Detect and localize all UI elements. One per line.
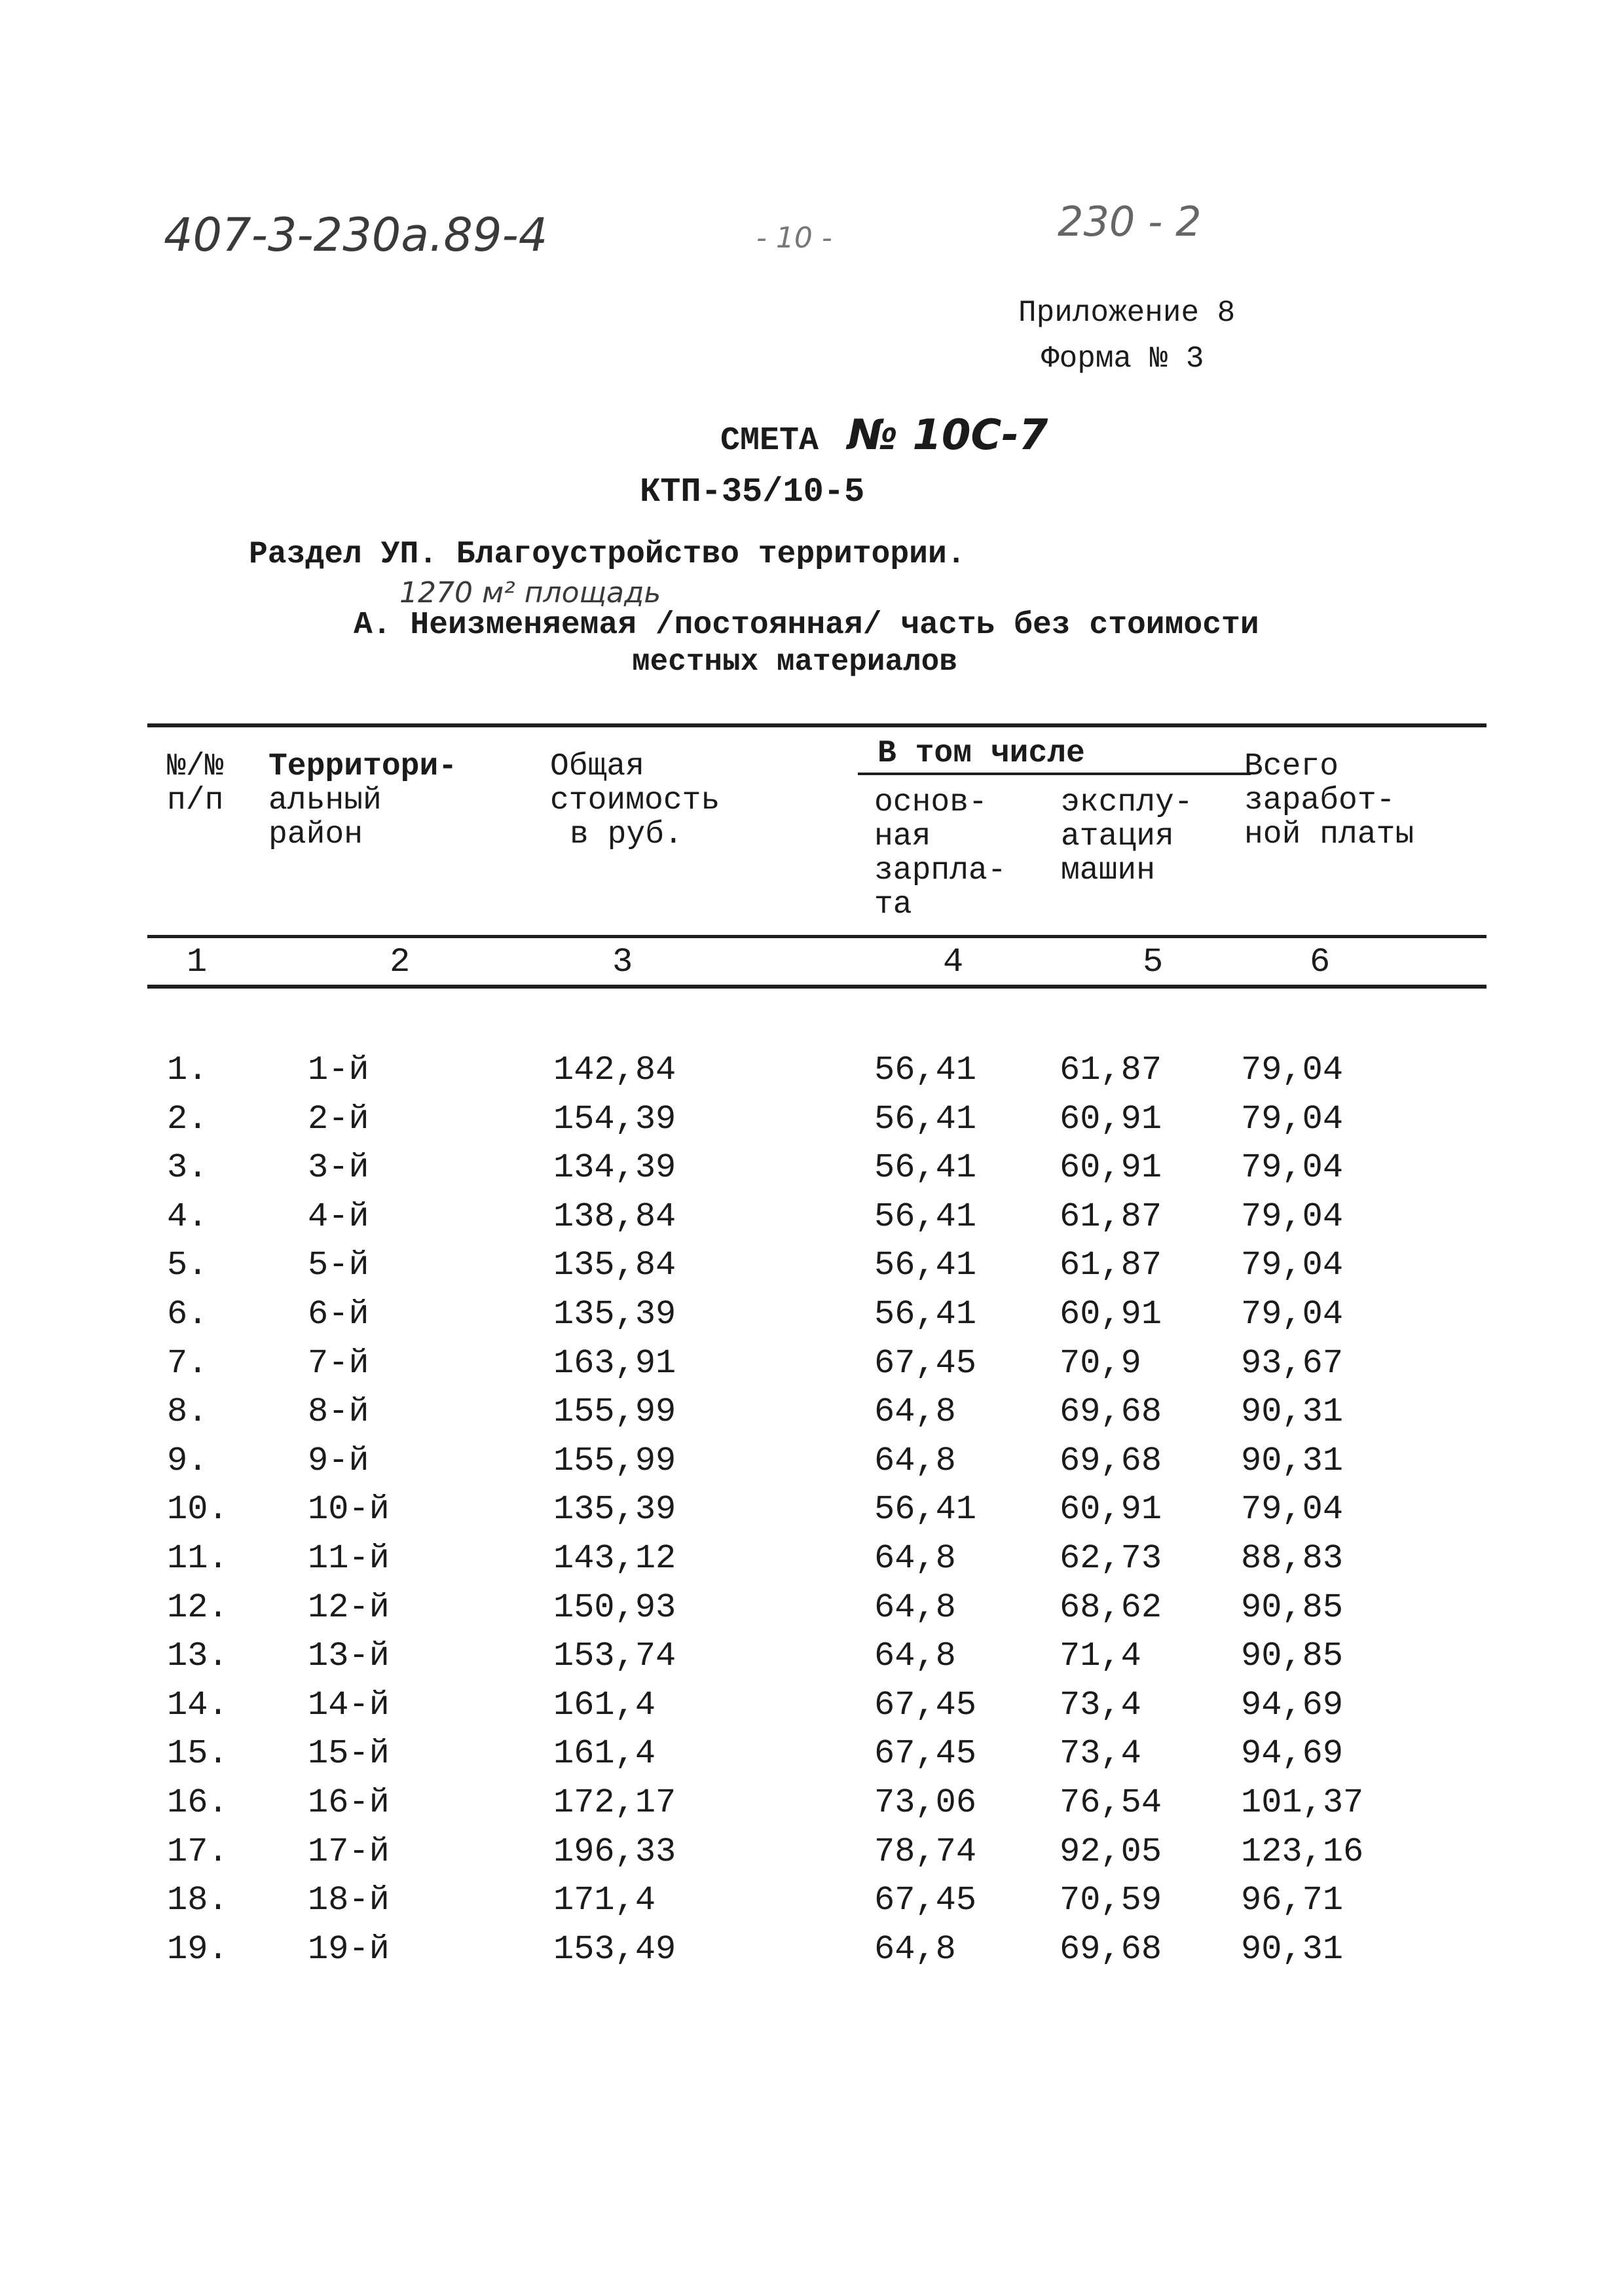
handwritten-sheet-number: 230 - 2 xyxy=(1058,198,1202,246)
row-total-cost: 143,12 xyxy=(553,1539,676,1578)
row-region: 9-й xyxy=(308,1441,369,1480)
row-region: 7-й xyxy=(308,1343,369,1383)
row-total-salary: 94,69 xyxy=(1241,1734,1344,1774)
row-base-salary: 67,45 xyxy=(874,1343,977,1383)
row-base-salary: 56,41 xyxy=(874,1099,977,1139)
row-number: 18. xyxy=(167,1881,229,1920)
row-total-cost: 172,17 xyxy=(553,1783,676,1822)
row-total-salary: 90,85 xyxy=(1241,1588,1344,1627)
row-base-salary: 56,41 xyxy=(874,1148,977,1188)
header-total: Общая стоимость в руб. xyxy=(550,749,720,852)
estimate-title xyxy=(720,411,1048,460)
row-base-salary: 64,8 xyxy=(874,1393,956,1432)
row-region: 3-й xyxy=(308,1148,369,1188)
col-number-3: 3 xyxy=(612,943,633,981)
table-row xyxy=(0,1100,1624,1146)
row-number: 6. xyxy=(167,1295,208,1334)
row-base-salary: 78,74 xyxy=(874,1832,977,1871)
row-machine-operation: 60,91 xyxy=(1060,1295,1162,1334)
row-machine-operation: 60,91 xyxy=(1060,1099,1162,1139)
row-total-cost: 155,99 xyxy=(553,1393,676,1432)
row-region: 15-й xyxy=(308,1734,390,1774)
row-total-cost: 171,4 xyxy=(553,1881,656,1920)
row-total-cost: 161,4 xyxy=(553,1685,656,1724)
row-number: 12. xyxy=(167,1588,229,1627)
row-total-salary: 101,37 xyxy=(1241,1783,1364,1822)
row-base-salary: 64,8 xyxy=(874,1929,956,1969)
row-number: 13. xyxy=(167,1637,229,1676)
table-row xyxy=(0,1442,1624,1487)
row-region: 13-й xyxy=(308,1637,390,1676)
col-number-5: 5 xyxy=(1143,943,1164,981)
row-total-salary: 79,04 xyxy=(1241,1051,1344,1089)
row-total-salary: 93,67 xyxy=(1241,1343,1344,1383)
row-number: 5. xyxy=(167,1246,208,1285)
header-region: Территори- альный район xyxy=(268,749,458,852)
estimate-label: СМЕТА xyxy=(720,422,819,460)
row-region: 18-й xyxy=(308,1881,390,1920)
row-total-salary: 94,69 xyxy=(1241,1685,1344,1724)
row-region: 2-й xyxy=(308,1099,369,1139)
row-number: 14. xyxy=(167,1685,229,1724)
table-row xyxy=(0,1490,1624,1536)
header-group: В том числе xyxy=(877,736,1085,771)
row-base-salary: 64,8 xyxy=(874,1441,956,1480)
row-base-salary: 56,41 xyxy=(874,1051,977,1089)
row-base-salary: 64,8 xyxy=(874,1637,956,1676)
row-total-cost: 135,39 xyxy=(553,1490,676,1529)
row-total-cost: 155,99 xyxy=(553,1441,676,1480)
row-total-cost: 161,4 xyxy=(553,1734,656,1774)
table-row xyxy=(0,1197,1624,1243)
row-base-salary: 64,8 xyxy=(874,1588,956,1627)
row-total-salary: 90,31 xyxy=(1241,1441,1344,1480)
subsection-title: А. Неизменяемая /постоянная/ часть без стоимости xyxy=(354,608,1259,643)
table-row xyxy=(0,1393,1624,1438)
row-machine-operation: 73,4 xyxy=(1060,1685,1141,1724)
row-region: 8-й xyxy=(308,1393,369,1432)
table-top-rule xyxy=(147,723,1486,727)
handwritten-doc-code: 407-3-230а.89-4 xyxy=(164,208,548,262)
table-row xyxy=(0,1344,1624,1390)
table-numbers-rule xyxy=(147,985,1486,989)
row-region: 14-й xyxy=(308,1685,390,1724)
row-total-salary: 88,83 xyxy=(1241,1539,1344,1578)
row-number: 1. xyxy=(167,1051,208,1089)
row-machine-operation: 69,68 xyxy=(1060,1393,1162,1432)
header-base-salary: основ- ная зарпла- та xyxy=(874,785,1006,922)
row-total-cost: 153,74 xyxy=(553,1637,676,1676)
row-machine-operation: 68,62 xyxy=(1060,1588,1162,1627)
row-total-cost: 138,84 xyxy=(553,1197,676,1236)
row-machine-operation: 76,54 xyxy=(1060,1783,1162,1822)
col-number-6: 6 xyxy=(1310,943,1331,981)
table-row xyxy=(0,1148,1624,1194)
row-base-salary: 67,45 xyxy=(874,1734,977,1774)
table-row xyxy=(0,1686,1624,1732)
row-machine-operation: 69,68 xyxy=(1060,1929,1162,1969)
row-total-salary: 90,31 xyxy=(1241,1929,1344,1969)
estimate-number: № 10С-7 xyxy=(847,411,1048,460)
row-total-salary: 79,04 xyxy=(1241,1148,1344,1188)
row-machine-operation: 71,4 xyxy=(1060,1637,1141,1676)
table-row xyxy=(0,1588,1624,1634)
row-total-cost: 163,91 xyxy=(553,1343,676,1383)
object-code: КТП-35/10-5 xyxy=(640,473,865,511)
header-machines: эксплу- атация машин xyxy=(1061,785,1193,888)
row-machine-operation: 69,68 xyxy=(1060,1441,1162,1480)
row-number: 9. xyxy=(167,1441,208,1480)
row-machine-operation: 61,87 xyxy=(1060,1051,1162,1089)
row-number: 16. xyxy=(167,1783,229,1822)
group-underline xyxy=(858,773,1251,775)
row-base-salary: 67,45 xyxy=(874,1685,977,1724)
row-region: 17-й xyxy=(308,1832,390,1871)
row-number: 15. xyxy=(167,1734,229,1774)
row-machine-operation: 61,87 xyxy=(1060,1246,1162,1285)
table-row xyxy=(0,1539,1624,1585)
table-row xyxy=(0,1881,1624,1927)
row-region: 16-й xyxy=(308,1783,390,1822)
row-region: 5-й xyxy=(308,1246,369,1285)
row-region: 11-й xyxy=(308,1539,390,1578)
row-machine-operation: 60,91 xyxy=(1060,1148,1162,1188)
table-row xyxy=(0,1832,1624,1878)
row-total-salary: 90,31 xyxy=(1241,1393,1344,1432)
table-row xyxy=(0,1246,1624,1292)
row-region: 1-й xyxy=(308,1051,369,1089)
col-number-1: 1 xyxy=(187,943,208,981)
row-total-salary: 123,16 xyxy=(1241,1832,1364,1871)
row-machine-operation: 73,4 xyxy=(1060,1734,1141,1774)
row-total-salary: 96,71 xyxy=(1241,1881,1344,1920)
row-total-cost: 135,39 xyxy=(553,1295,676,1334)
table-row xyxy=(0,1930,1624,1976)
row-total-salary: 79,04 xyxy=(1241,1490,1344,1529)
row-base-salary: 56,41 xyxy=(874,1490,977,1529)
row-total-salary: 79,04 xyxy=(1241,1295,1344,1334)
row-base-salary: 64,8 xyxy=(874,1539,956,1578)
row-number: 3. xyxy=(167,1148,208,1188)
row-total-cost: 196,33 xyxy=(553,1832,676,1871)
row-number: 8. xyxy=(167,1393,208,1432)
row-number: 11. xyxy=(167,1539,229,1578)
row-total-salary: 79,04 xyxy=(1241,1246,1344,1285)
handwritten-page-number: - 10 - xyxy=(756,221,832,255)
header-num: №/№ п/п xyxy=(167,749,224,818)
row-base-salary: 73,06 xyxy=(874,1783,977,1822)
table-row xyxy=(0,1734,1624,1780)
table-header-rule xyxy=(147,935,1486,938)
header-all-salary: Всего заработ- ной платы xyxy=(1244,749,1414,852)
row-region: 19-й xyxy=(308,1929,390,1969)
section-title: Раздел УП. Благоустройство территории. xyxy=(249,537,966,572)
row-region: 4-й xyxy=(308,1197,369,1236)
row-base-salary: 56,41 xyxy=(874,1197,977,1236)
row-number: 10. xyxy=(167,1490,229,1529)
handwritten-area-note: 1270 м² площадь xyxy=(399,576,661,610)
row-base-salary: 56,41 xyxy=(874,1295,977,1334)
row-number: 17. xyxy=(167,1832,229,1871)
row-total-cost: 154,39 xyxy=(553,1099,676,1139)
row-total-cost: 153,49 xyxy=(553,1929,676,1969)
row-machine-operation: 61,87 xyxy=(1060,1197,1162,1236)
row-total-cost: 134,39 xyxy=(553,1148,676,1188)
row-total-cost: 142,84 xyxy=(553,1051,676,1089)
row-total-salary: 79,04 xyxy=(1241,1197,1344,1236)
row-machine-operation: 92,05 xyxy=(1060,1832,1162,1871)
table-row xyxy=(0,1783,1624,1829)
row-region: 12-й xyxy=(308,1588,390,1627)
row-machine-operation: 62,73 xyxy=(1060,1539,1162,1578)
row-number: 2. xyxy=(167,1099,208,1139)
table-row xyxy=(0,1051,1624,1097)
form-label: Форма № 3 xyxy=(1041,342,1204,376)
row-total-cost: 135,84 xyxy=(553,1246,676,1285)
appendix-label: Приложение 8 xyxy=(1018,296,1236,330)
row-number: 19. xyxy=(167,1929,229,1969)
row-base-salary: 67,45 xyxy=(874,1881,977,1920)
col-number-2: 2 xyxy=(390,943,411,981)
table-row xyxy=(0,1637,1624,1683)
row-base-salary: 56,41 xyxy=(874,1246,977,1285)
row-machine-operation: 60,91 xyxy=(1060,1490,1162,1529)
row-total-cost: 150,93 xyxy=(553,1588,676,1627)
row-machine-operation: 70,59 xyxy=(1060,1881,1162,1920)
row-number: 4. xyxy=(167,1197,208,1236)
row-region: 6-й xyxy=(308,1295,369,1334)
row-machine-operation: 70,9 xyxy=(1060,1343,1141,1383)
row-total-salary: 90,85 xyxy=(1241,1637,1344,1676)
subsection-title-cont: местных материалов xyxy=(632,645,957,679)
row-total-salary: 79,04 xyxy=(1241,1099,1344,1139)
row-region: 10-й xyxy=(308,1490,390,1529)
col-number-4: 4 xyxy=(943,943,964,981)
row-number: 7. xyxy=(167,1343,208,1383)
table-row xyxy=(0,1295,1624,1341)
